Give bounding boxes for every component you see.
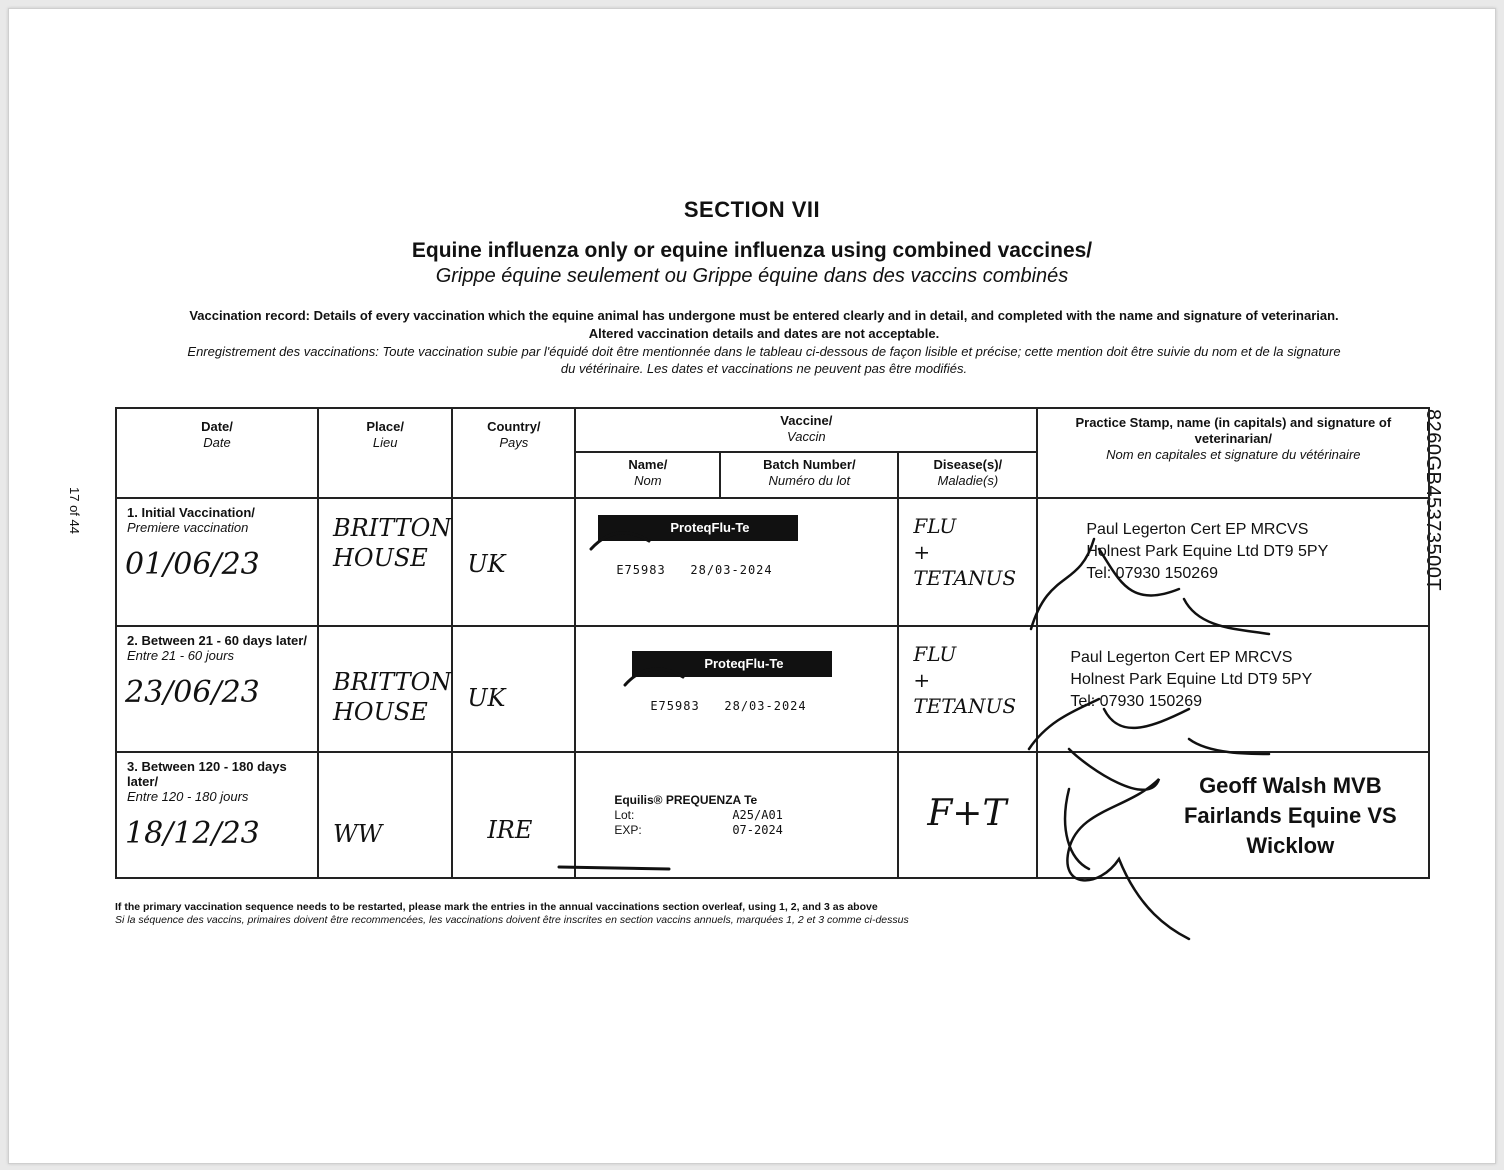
row3-country-cell: IRE [452,752,575,878]
row3-place-cell: WW [318,752,452,878]
row2-disease-cell: FLU + TETANUS [898,626,1037,752]
row3-disease-cell: F+T [898,752,1037,878]
row1-place-cell: BRITTON HOUSE [318,498,452,626]
footer-fr: Si la séquence des vaccins, primaires doivent être recommencées, les vaccinations doivent être inscrites en section vaccins annuels, marquées 1, 2 et 3 comme ci-dessus [115,914,909,926]
header-disease: Disease(s)/ Maladie(s) [898,452,1037,498]
section-subtitle-fr: Grippe équine seulement ou Grippe équine dans des vaccins combinés [435,265,1069,287]
header-vaccine: Vaccine/ Vaccin [575,408,1037,452]
row1-country-cell: UK [452,498,575,626]
row3-date: 18/12/23 [125,816,260,851]
sticker-cutout-1 [591,533,649,549]
header-place: Place/ Lieu [318,408,452,498]
signature-row1 [1031,539,1269,634]
vaccine-sticker: ProteqFlu-Te E75983 28/03-2024 [598,515,798,595]
signature-overlay [9,9,1495,1163]
page-number: 17 of 44 [67,487,82,534]
reference-number: 8260GB45373500T [1422,409,1444,592]
vet-stamp: Paul Legerton Cert EP MRCVS Holnest Park Equine Ltd DT9 5PY Tel: 07930 150269 [1086,521,1329,582]
instructions-en-line2: Altered vaccination details and dates are not acceptable. [588,326,940,341]
row1-date-cell: 1. Initial Vaccination/ Premiere vaccination 01/06/23 [116,498,318,626]
row1-date: 01/06/23 [125,547,260,582]
vet-stamp: Paul Legerton Cert EP MRCVS Holnest Park Equine Ltd DT9 5PY Tel: 07930 150269 [1070,649,1313,710]
signature-row2 [1029,699,1269,754]
signature-row3 [1065,749,1189,939]
section-title: SECTION VII [683,197,821,222]
header-country: Country/ Pays [452,408,575,498]
row3-date-cell: 3. Between 120 - 180 days later/ Entre 120 - 180 jours 18/12/23 [116,752,318,878]
document-page [8,8,1496,1164]
prequenza-label: Equilis® PREQUENZA Te Lot: A25/A01 EXP: 07-2024 [614,793,783,837]
instructions-en-line1: Vaccination record: Details of every vaccination which the equine animal has undergone must be entered clearly and in detail, and completed with the name and signature of veterinarian. [189,308,1339,323]
row2-date-cell: 2. Between 21 - 60 days later/ Entre 21 - 60 jours 23/06/23 [116,626,318,752]
row2-country-cell: UK [452,626,575,752]
vet-stamp: Geoff Walsh MVB Fairlands Equine VS Wicklow [1183,773,1397,858]
row2-place-cell: BRITTON HOUSE [318,626,452,752]
prequenza-underline [559,867,669,869]
header-batch: Batch Number/ Numéro du lot [720,452,898,498]
header-stamp: Practice Stamp, name (in capitals) and signature of veterinarian/ Nom en capitales et signature du vétérinaire [1037,408,1429,498]
instructions-fr-line1: Enregistrement des vaccinations: Toute vaccination subie par l'équidé doit être mentionnée dans le tableau ci-dessous de façon lisible et précise; cette mention doit être suivie du nom et de la signature [187,344,1341,359]
header-date: Date/ Date [116,408,318,498]
row2-date: 23/06/23 [125,675,260,710]
vaccine-sticker: ProteqFlu-Te E75983 28/03-2024 [632,651,832,731]
header-name: Name/ Nom [575,452,720,498]
footer-en: If the primary vaccination sequence needs to be restarted, please mark the entries in the annual vaccinations section overleaf, using 1, 2, and 3 as above [115,901,878,913]
sticker-cutout-2 [625,669,683,685]
row1-disease-cell: FLU + TETANUS [898,498,1037,626]
section-subtitle-en: Equine influenza only or equine influenza using combined vaccines/ [411,239,1093,262]
instructions-fr-line2: du vétérinaire. Les dates et vaccinations ne peuvent pas être modifiés. [560,361,968,376]
